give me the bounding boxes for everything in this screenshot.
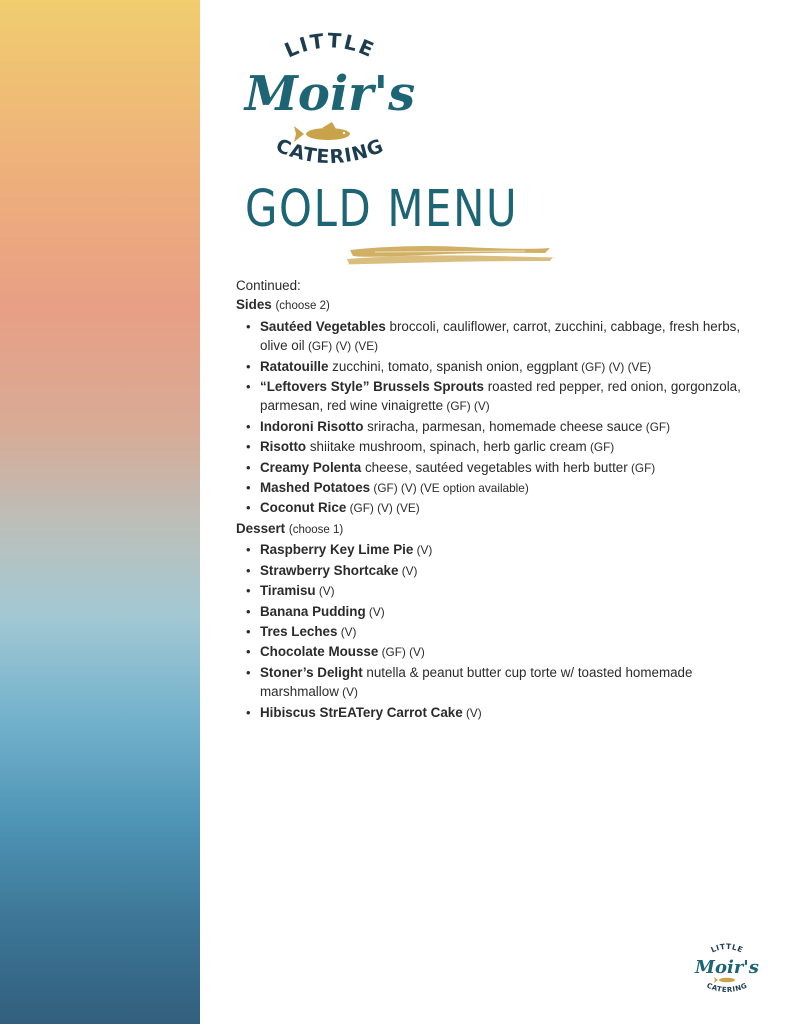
item-desc: roasted red pepper, red onion, gorgonzola, parmesan, red wine vinaigrette — [260, 379, 741, 414]
item-desc: shiitake mushroom, spinach, herb garlic cream — [306, 439, 587, 455]
item-tags: (GF) (V) (VE option available) — [370, 481, 529, 496]
little-moirs-catering-logo — [240, 30, 420, 180]
list-item — [260, 663, 756, 703]
gradient-sidebar — [0, 0, 200, 1024]
item-name: Banana Pudding — [260, 603, 366, 619]
item-name: Hibiscus StrEATery Carrot Cake — [260, 704, 463, 720]
list-item — [260, 498, 756, 518]
logo-main-text: Moir's — [244, 66, 416, 122]
item-tags: (V) — [398, 563, 418, 578]
list-item — [260, 703, 756, 723]
item-desc: zucchini, tomato, spanish onion, eggplant — [328, 358, 578, 374]
list-item — [260, 357, 756, 377]
item-tags: (GF) — [586, 440, 615, 455]
list-item — [260, 317, 756, 357]
svg-text:LITTLE — [709, 942, 744, 955]
item-name: Risotto — [260, 439, 307, 455]
item-name: Strawberry Shortcake — [260, 562, 399, 578]
item-tags: (V) — [365, 604, 385, 619]
item-desc: broccoli, cauliflower, carrot, zucchini, cabbage, fresh herbs, olive oil — [260, 318, 741, 354]
footer-logo-main-text: Moir's — [695, 957, 759, 978]
item-name: “Leftovers Style” Brussels Sprouts — [260, 379, 484, 395]
sides-list — [236, 317, 756, 519]
item-name: Tres Leches — [260, 623, 338, 639]
list-item — [260, 540, 756, 560]
item-name: Tiramisu — [260, 583, 316, 599]
item-tags: (V) — [338, 685, 358, 700]
item-desc: nutella & peanut butter cup torte w/ toasted homemade marshmallow — [260, 664, 693, 700]
item-name: Ratatouille — [260, 358, 329, 374]
item-name: Indoroni Risotto — [260, 418, 364, 434]
logo-bottom-text: CATERING — [272, 134, 388, 169]
list-item — [260, 437, 756, 457]
list-item — [260, 642, 756, 662]
sides-heading — [236, 295, 756, 316]
item-name: Coconut Rice — [260, 500, 347, 516]
list-item — [260, 478, 756, 498]
logo-top-text: LITTLE — [280, 30, 379, 63]
footer-logo — [692, 940, 762, 1000]
list-item — [260, 417, 756, 437]
item-tags: (GF) — [627, 460, 656, 475]
list-item — [260, 602, 756, 622]
dessert-note: (choose 1) — [288, 523, 344, 536]
item-tags: (V) — [337, 624, 357, 639]
item-tags: (GF) (V) — [443, 399, 490, 414]
item-tags: (GF) (V) (VE) — [346, 501, 420, 516]
item-tags: (V) — [462, 705, 482, 720]
list-item — [260, 581, 756, 601]
item-tags: (GF) — [642, 419, 671, 434]
dessert-list — [236, 540, 756, 723]
footer-logo-bottom-text: CATERING — [705, 981, 749, 995]
item-name: Chocolate Mousse — [260, 644, 379, 660]
item-desc: sriracha, parmesan, homemade cheese sauce — [363, 418, 643, 434]
item-name: Raspberry Key Lime Pie — [260, 542, 414, 558]
sides-title: Sides — [236, 297, 272, 313]
item-name: Mashed Potatoes — [260, 480, 371, 496]
menu-content — [236, 276, 756, 723]
dessert-heading — [236, 519, 756, 540]
item-tags: (V) — [413, 543, 433, 558]
sides-note: (choose 2) — [275, 300, 330, 313]
continued-label: Continued: — [236, 278, 301, 293]
svg-text:CATERING — [705, 982, 748, 994]
list-item — [260, 622, 756, 642]
item-tags: (V) — [315, 584, 335, 599]
item-name: Creamy Polenta — [260, 459, 362, 475]
footer-logo-top-text: LITTLE — [709, 941, 745, 955]
list-item — [260, 561, 756, 581]
fish-icon — [294, 122, 350, 142]
item-tags: (GF) (V) — [378, 645, 425, 660]
item-tags: (GF) (V) (VE) — [304, 339, 379, 354]
item-name: Stoner’s Delight — [260, 664, 363, 680]
item-desc: cheese, sautéed vegetables with herb butter — [361, 459, 628, 475]
svg-text:LITTLE — [281, 30, 379, 62]
page-title: GOLD MENU — [245, 180, 519, 239]
list-item — [260, 377, 756, 417]
list-item — [260, 458, 756, 478]
item-tags: (GF) (V) (VE) — [577, 359, 652, 374]
gold-brush-stroke — [345, 240, 555, 268]
dessert-title: Dessert — [236, 520, 286, 536]
item-name: Sautéed Vegetables — [260, 318, 386, 334]
